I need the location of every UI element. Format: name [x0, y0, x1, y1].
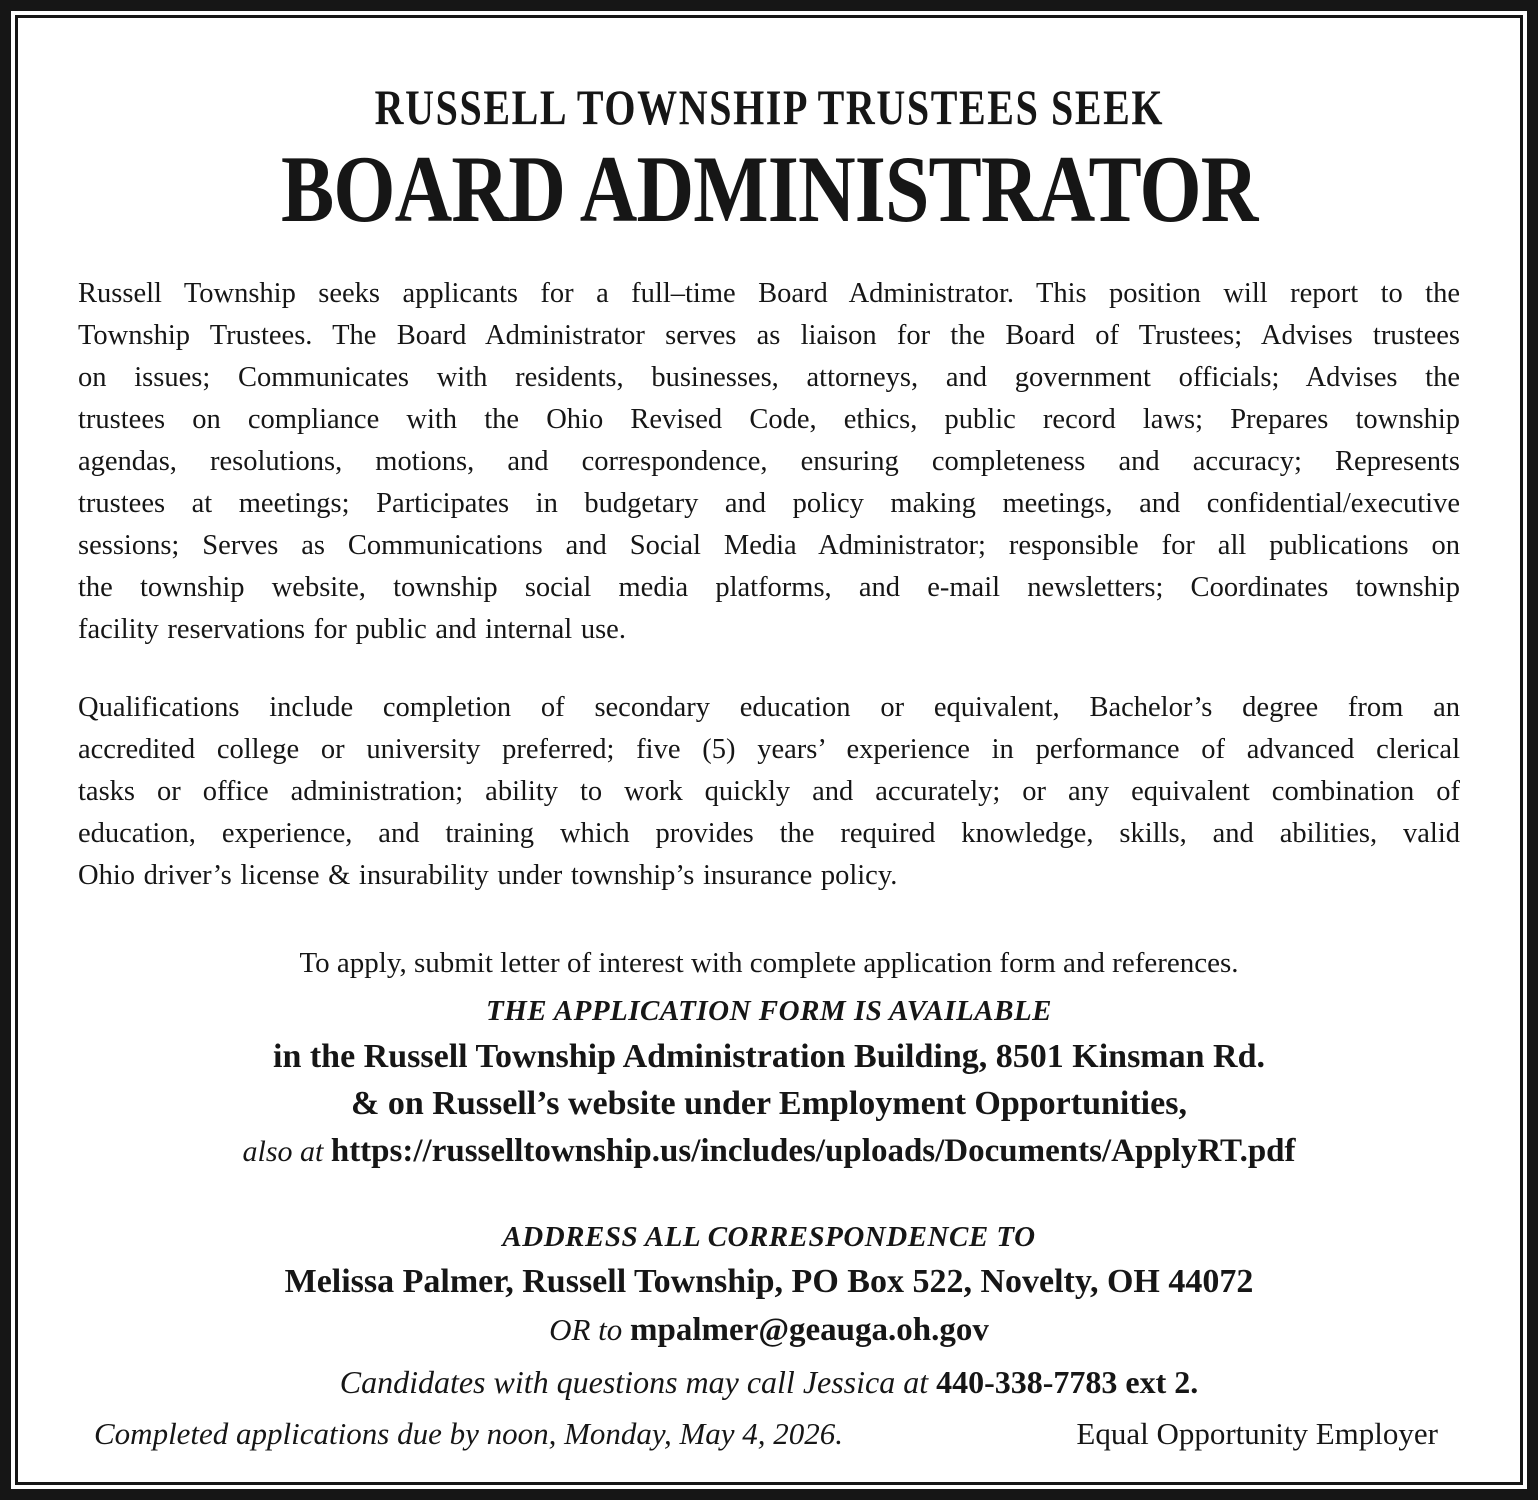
- correspondence-recipient: Melissa Palmer, Russell Township, PO Box 522, Novelty, OH 44072: [284, 1263, 1254, 1300]
- ad-title-text: BOARD ADMINISTRATOR: [280, 136, 1258, 242]
- ad-kicker: [78, 79, 1460, 135]
- text-line: agendas, resolutions, motions, and correspondence, ensuring completeness and accuracy; Represents: [78, 446, 1460, 477]
- qualifications-paragraph: [78, 687, 1460, 897]
- questions-label: Candidates with questions may call Jessica at: [339, 1364, 937, 1400]
- text-line: the township website, township social media platforms, and e-mail newsletters; Coordinates township: [78, 572, 1460, 603]
- text-line: trustees on compliance with the Ohio Revised Code, ethics, public record laws; Prepares township: [78, 404, 1460, 435]
- application-instructions-block: [78, 943, 1460, 1174]
- apply-intro-line: To apply, submit letter of interest with complete application form and references.: [299, 947, 1239, 979]
- application-location-line: in the Russell Township Administration Building, 8501 Kinsman Rd.: [273, 1038, 1265, 1075]
- questions-line: [78, 1359, 1460, 1405]
- email-address: mpalmer@geauga.oh.gov: [630, 1312, 989, 1348]
- text-line: trustees at meetings; Participates in budgetary and policy making meetings, and confidential/executive: [78, 488, 1460, 519]
- text-line: sessions; Serves as Communications and Social Media Administrator; responsible for all publications on: [78, 530, 1460, 561]
- correspondence-block: [78, 1218, 1460, 1405]
- footer-row: [94, 1416, 1438, 1452]
- application-url: https://russelltownship.us/includes/uploads/Documents/ApplyRT.pdf: [330, 1133, 1296, 1169]
- correspondence-email-line: [78, 1307, 1460, 1353]
- or-to-label: OR to: [549, 1312, 631, 1347]
- equal-opportunity-note: Equal Opportunity Employer: [1076, 1416, 1438, 1451]
- phone-number: 440-338-7783 ext 2.: [936, 1364, 1199, 1400]
- application-website-line: & on Russell’s website under Employment Opportunities,: [351, 1085, 1187, 1122]
- text-line: Ohio driver’s license & insurability under township’s insurance policy.: [78, 860, 898, 891]
- ad-kicker-text: RUSSELL TOWNSHIP TRUSTEES SEEK: [374, 79, 1164, 135]
- also-at-label: also at: [242, 1135, 331, 1168]
- text-line: facility reservations for public and internal use.: [78, 614, 626, 645]
- deadline-note: Completed applications due by noon, Monday, May 4, 2026.: [94, 1416, 844, 1451]
- correspondence-heading: ADDRESS ALL CORRESPONDENCE TO: [502, 1221, 1036, 1253]
- text-line: Township Trustees. The Board Administrator serves as liaison for the Board of Trustees; Advises trustees: [78, 320, 1460, 351]
- application-url-line: [78, 1129, 1460, 1174]
- text-line: accredited college or university preferred; five (5) years’ experience in performance of advanced clerical: [78, 734, 1460, 765]
- text-line: on issues; Communicates with residents, businesses, attorneys, and government officials; Advises the: [78, 362, 1460, 393]
- text-line: tasks or office administration; ability to work quickly and accurately; or any equivalent combination of: [78, 776, 1460, 807]
- text-line: Russell Township seeks applicants for a full–time Board Administrator. This position will report to the: [78, 278, 1460, 309]
- ad-inner-border: [15, 15, 1523, 1485]
- job-description-paragraph: [78, 273, 1460, 651]
- application-form-availability-line: THE APPLICATION FORM IS AVAILABLE: [486, 995, 1052, 1027]
- text-line: education, experience, and training which provides the required knowledge, skills, and abilities, valid: [78, 818, 1460, 849]
- text-line: Qualifications include completion of secondary education or equivalent, Bachelor’s degree from an: [78, 692, 1460, 723]
- ad-title: [78, 136, 1460, 242]
